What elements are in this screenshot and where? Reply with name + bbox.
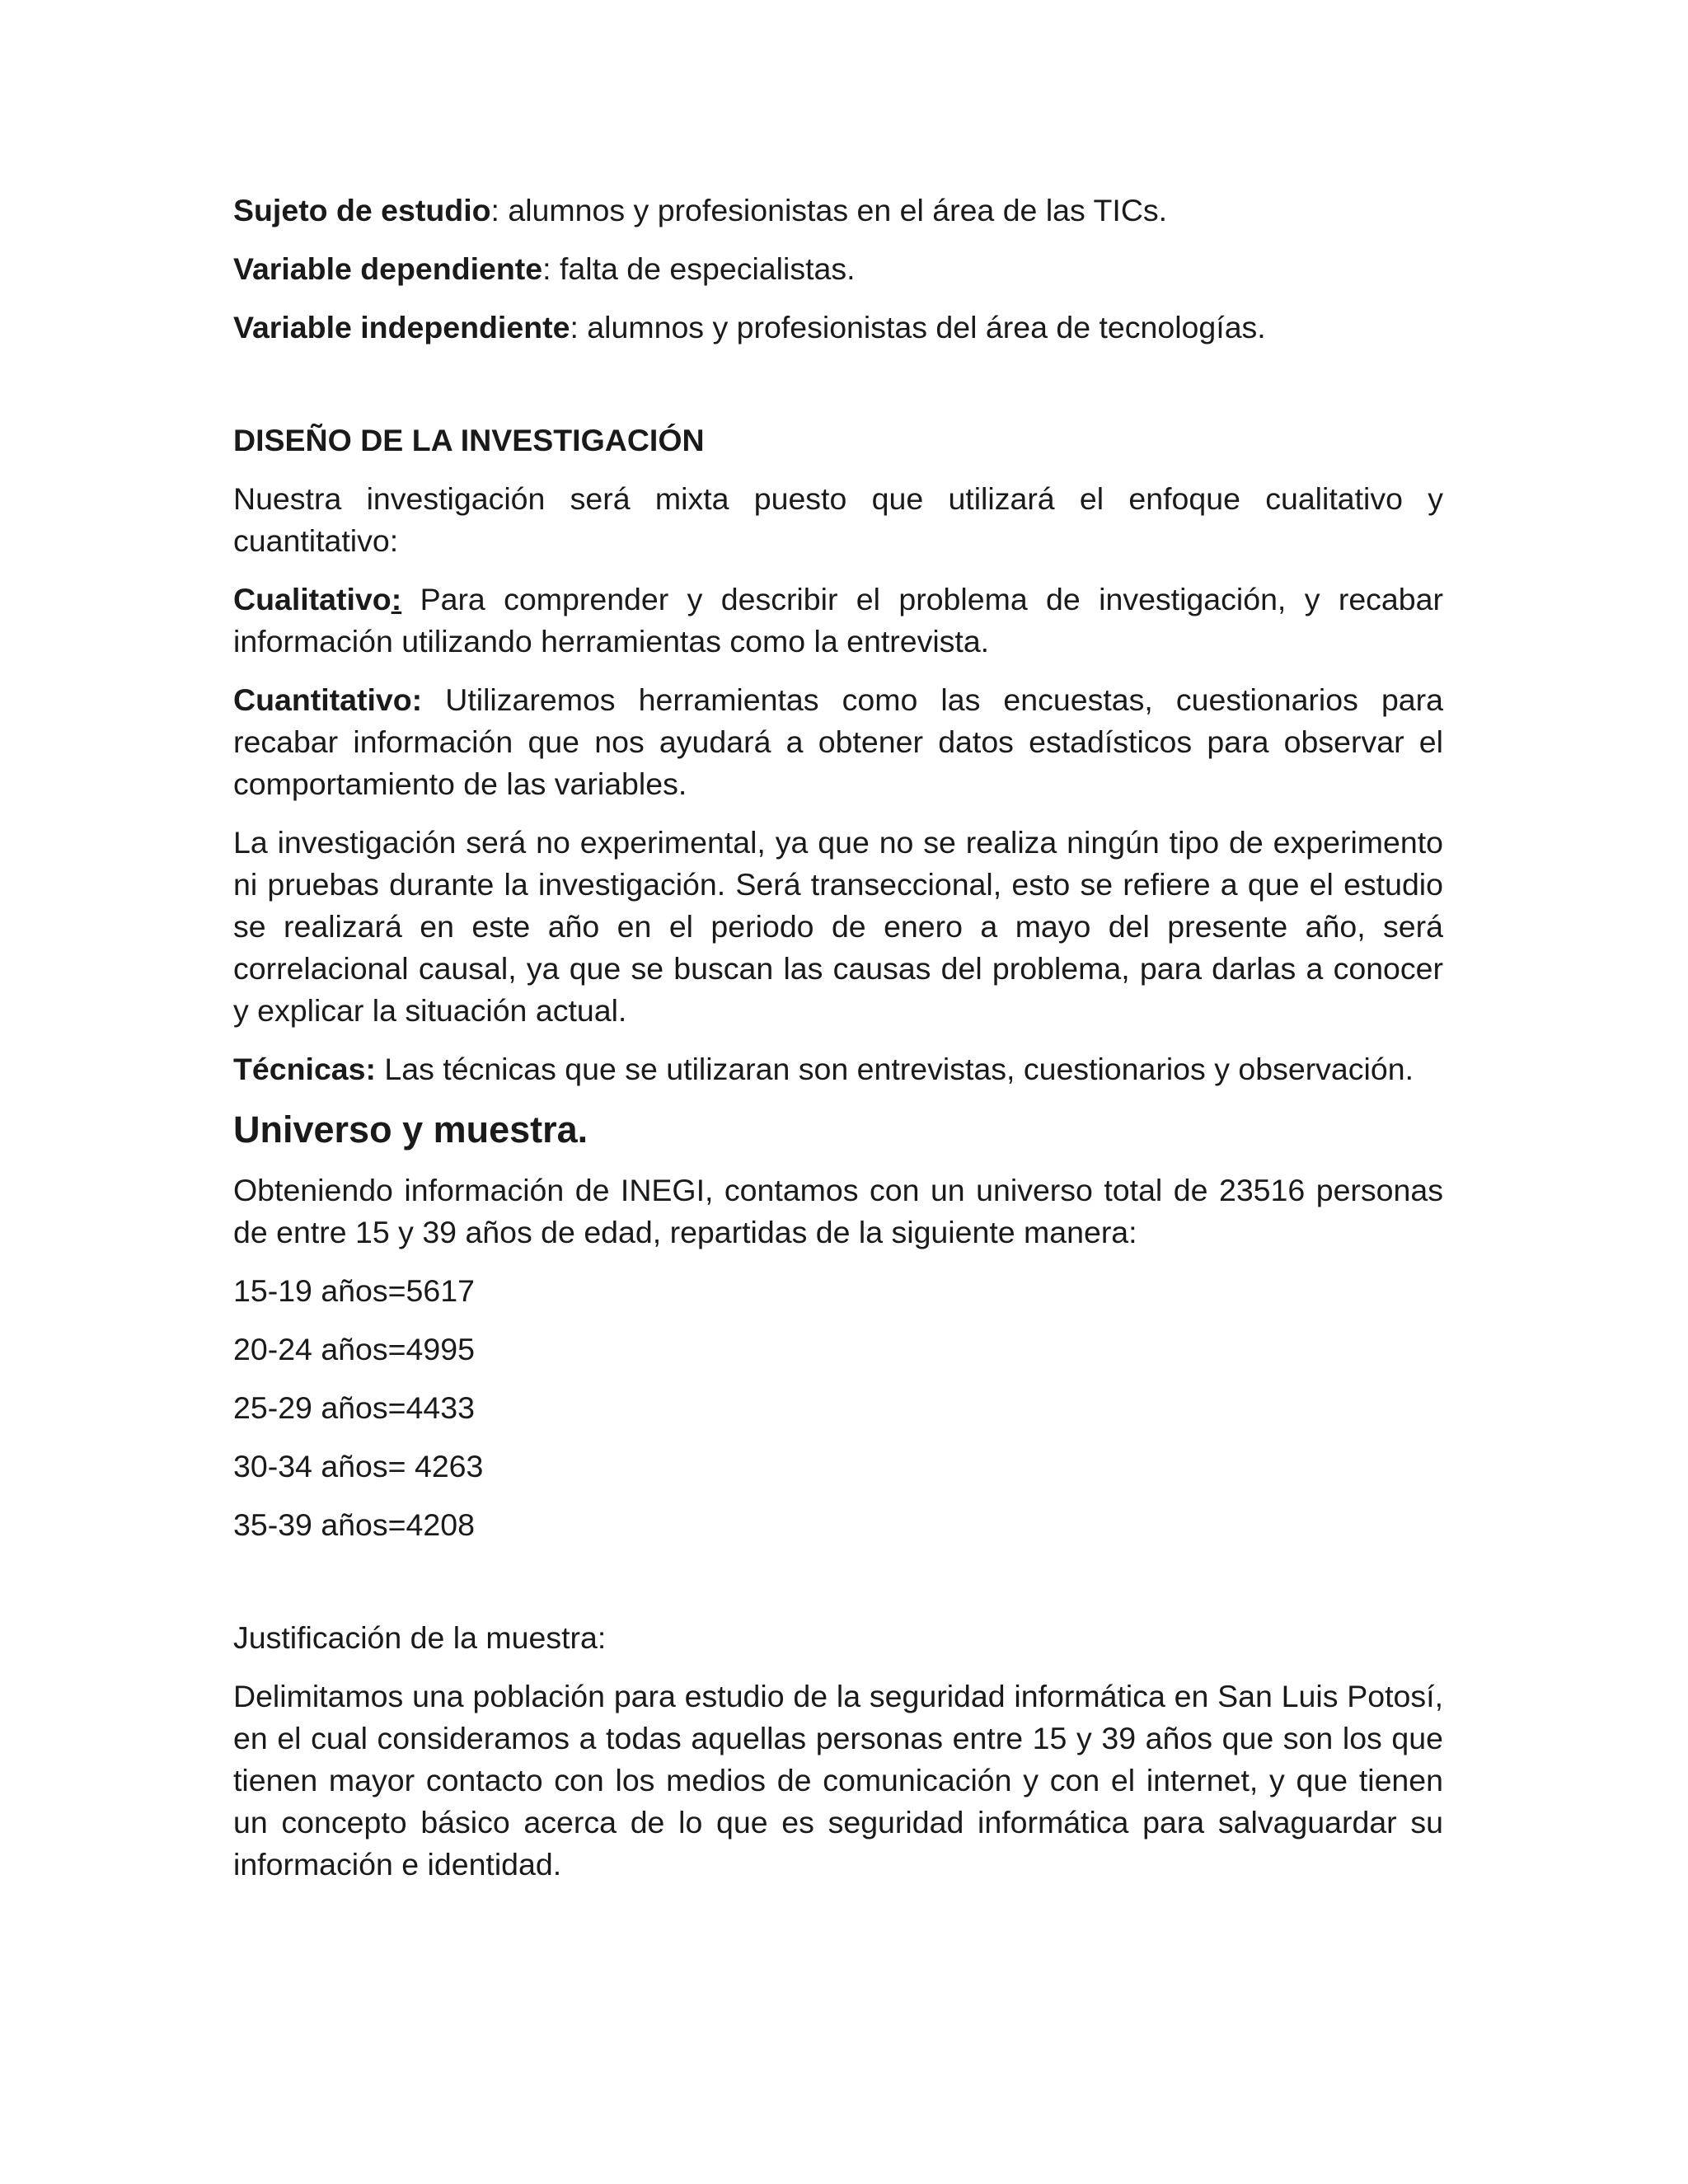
design-intro: Nuestra investigación será mixta puesto que utilizará el enfoque cualitativo y cuantitativo: — [233, 481, 1443, 558]
subject-label: Sujeto de estudio — [233, 193, 491, 227]
techniques-text: Las técnicas que se utilizaran son entrevistas, cuestionarios y observación. — [376, 1052, 1414, 1086]
design-heading: DISEÑO DE LA INVESTIGACIÓN — [233, 423, 705, 457]
qualitative-label: Cualitativo — [233, 582, 392, 616]
age-group-item: 35-39 años=4208 — [233, 1507, 475, 1542]
justification-heading: Justificación de la muestra: — [233, 1620, 607, 1655]
independent-variable-text: : alumnos y profesionistas del área de tecnologías. — [570, 310, 1266, 344]
age-group-item: 25-29 años=4433 — [233, 1390, 475, 1425]
subject-text: : alumnos y profesionistas en el área de las TICs. — [490, 193, 1168, 227]
age-group-list — [233, 1270, 1443, 1546]
qualitative-text: Para comprender y describir el problema de investigación, y recabar información utilizando herramientas como la entrevista. — [233, 582, 1443, 658]
techniques-paragraph — [233, 1048, 1443, 1090]
dependent-variable-label: Variable dependiente — [233, 251, 543, 286]
non-experimental-paragraph: La investigación será no experimental, ya que no se realiza ningún tipo de experimento ni pruebas durante la investigación. Será transeccional, esto se refiere a que el estudio se realizará en este año en el periodo de enero a mayo del presente año, será correlacional causal, ya que se buscan las causas del problema, para darlas a conocer y explicar la situación actual. — [233, 825, 1443, 1028]
universe-intro: Obteniendo información de INEGI, contamos con un universo total de 23516 personas de entre 15 y 39 años de edad, repartidas de la siguiente manera: — [233, 1173, 1443, 1249]
quantitative-label: Cuantitativo: — [233, 682, 423, 717]
qualitative-paragraph — [233, 579, 1443, 663]
independent-variable-label: Variable independiente — [233, 310, 570, 344]
justification-paragraph: Delimitamos una población para estudio de la seguridad informática en San Luis Potosí, en el cual consideramos a todas aquellas personas entre 15 y 39 años que son los que tienen mayor contacto con los medios de comunicación y con el internet, y que tienen un concepto básico acerca de lo que es seguridad informática para salvaguardar su información e identidad. — [233, 1679, 1443, 1882]
document-page — [233, 190, 1443, 1886]
universe-heading: Universo y muestra. — [233, 1108, 588, 1151]
qualitative-colon: : — [391, 582, 402, 616]
dependent-variable-text: : falta de especialistas. — [542, 251, 856, 286]
age-group-item: 30-34 años= 4263 — [233, 1449, 484, 1483]
techniques-label: Técnicas: — [233, 1052, 376, 1086]
subject-line — [233, 190, 1443, 232]
quantitative-text: Utilizaremos herramientas como las encuestas, cuestionarios para recabar información que nos ayudará a obtener datos estadísticos para observar el comportamiento de las variables. — [233, 682, 1443, 801]
quantitative-paragraph — [233, 679, 1443, 805]
age-group-item: 15-19 años=5617 — [233, 1273, 475, 1308]
dependent-variable-line — [233, 248, 1443, 290]
age-group-item: 20-24 años=4995 — [233, 1332, 475, 1366]
independent-variable-line — [233, 307, 1443, 349]
